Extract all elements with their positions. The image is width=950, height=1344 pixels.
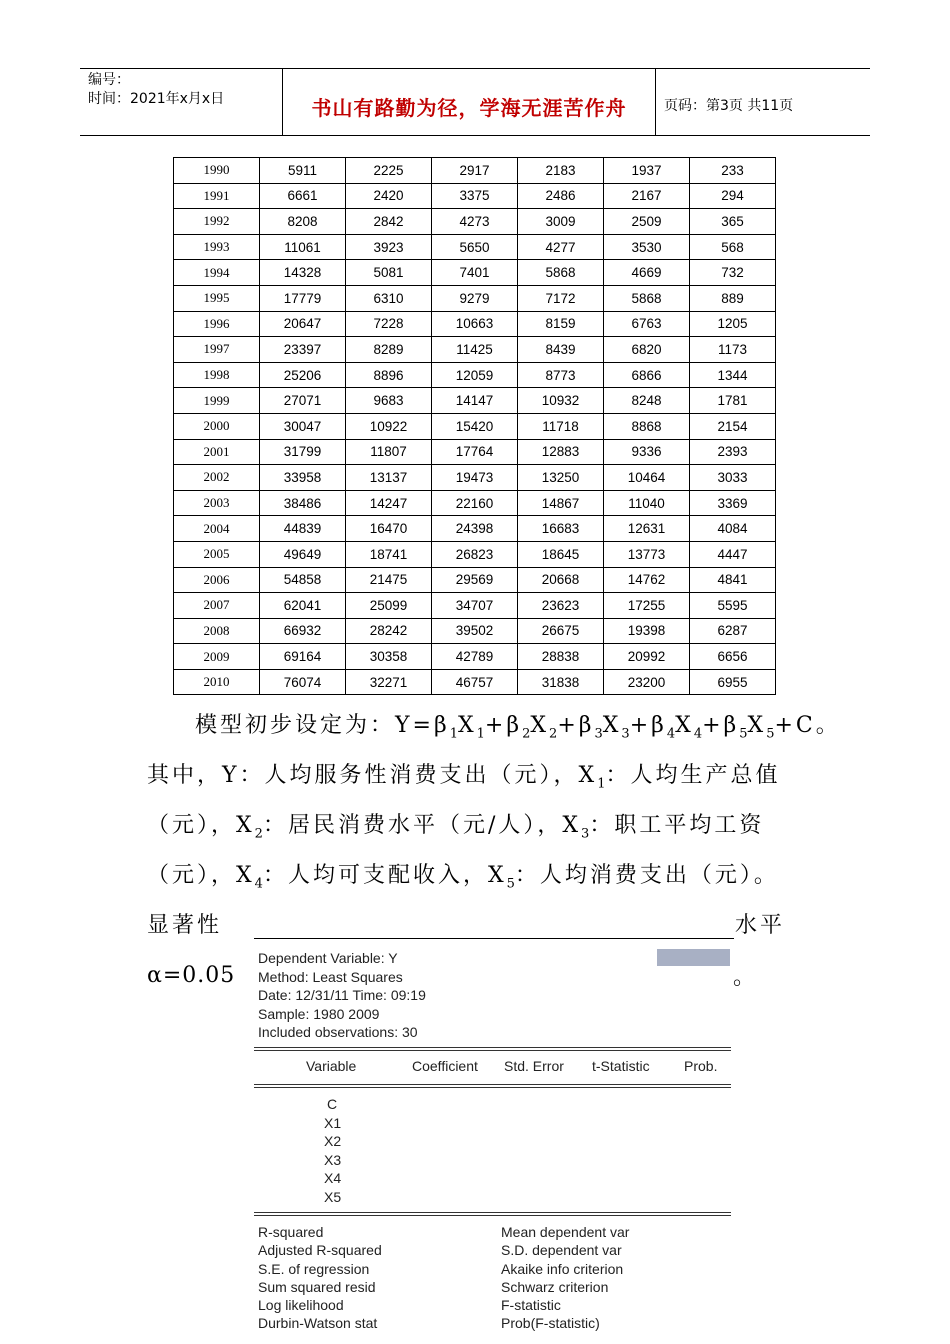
col-std-error: Std. Error <box>504 1058 564 1074</box>
table-row <box>174 439 776 465</box>
rule <box>254 1215 731 1216</box>
value-cell: 20668 <box>518 567 604 593</box>
value-cell: 732 <box>690 260 776 286</box>
value-cell: 294 <box>690 183 776 209</box>
rule <box>254 1050 731 1051</box>
table-row <box>174 516 776 542</box>
variable-name: X3 <box>324 1151 342 1168</box>
rule <box>254 1084 731 1085</box>
value-cell: 54858 <box>260 567 346 593</box>
value-cell: 1937 <box>604 158 690 184</box>
header-meta <box>88 71 224 109</box>
value-cell: 6661 <box>260 183 346 209</box>
table-row <box>174 260 776 286</box>
table-row <box>174 465 776 491</box>
stat-label: Durbin-Watson stat <box>258 1315 378 1332</box>
value-cell: 23397 <box>260 337 346 363</box>
value-cell: 38486 <box>260 490 346 516</box>
value-cell: 6866 <box>604 362 690 388</box>
table-row <box>174 388 776 414</box>
value-cell: 19473 <box>432 465 518 491</box>
value-cell: 1344 <box>690 362 776 388</box>
value-cell: 31838 <box>518 669 604 695</box>
value-cell: 6763 <box>604 311 690 337</box>
value-cell: 17255 <box>604 593 690 619</box>
period-mark: 。 <box>733 965 756 990</box>
value-cell: 30358 <box>346 644 432 670</box>
year-cell: 2009 <box>174 644 260 670</box>
value-cell: 2154 <box>690 413 776 439</box>
stat-label: F-statistic <box>501 1297 561 1314</box>
value-cell: 10663 <box>432 311 518 337</box>
stat-label: Prob(F-statistic) <box>501 1315 600 1332</box>
year-cell: 2003 <box>174 490 260 516</box>
value-cell: 2167 <box>604 183 690 209</box>
value-cell: 24398 <box>432 516 518 542</box>
value-cell: 2225 <box>346 158 432 184</box>
value-cell: 6656 <box>690 644 776 670</box>
value-cell: 11061 <box>260 234 346 260</box>
value-cell: 25099 <box>346 593 432 619</box>
value-cell: 3530 <box>604 234 690 260</box>
alpha-value: α=0.05 <box>147 963 236 988</box>
value-cell: 12631 <box>604 516 690 542</box>
value-cell: 17764 <box>432 439 518 465</box>
value-cell: 30047 <box>260 413 346 439</box>
value-cell: 39502 <box>432 618 518 644</box>
value-cell: 23200 <box>604 669 690 695</box>
header-line: Method: Least Squares <box>258 968 403 985</box>
table-row <box>174 209 776 235</box>
page-info: 页码：第3页 共11页 <box>664 98 794 114</box>
value-cell: 25206 <box>260 362 346 388</box>
value-cell: 28838 <box>518 644 604 670</box>
value-cell: 26823 <box>432 541 518 567</box>
value-cell: 10932 <box>518 388 604 414</box>
header-line: Dependent Variable: Y <box>258 950 398 966</box>
value-cell: 27071 <box>260 388 346 414</box>
table-row <box>174 541 776 567</box>
table-row <box>174 285 776 311</box>
fill-in-blank <box>254 938 734 939</box>
stat-label: Akaike info criterion <box>501 1260 624 1277</box>
value-cell: 44839 <box>260 516 346 542</box>
value-cell: 29569 <box>432 567 518 593</box>
value-cell: 66932 <box>260 618 346 644</box>
stat-label: Adjusted R-squared <box>258 1242 382 1259</box>
table-row <box>174 593 776 619</box>
value-cell: 21475 <box>346 567 432 593</box>
year-cell: 1997 <box>174 337 260 363</box>
value-cell: 20647 <box>260 311 346 337</box>
col-prob: Prob. <box>684 1058 718 1074</box>
variable-name: C <box>326 1096 338 1112</box>
value-cell: 26675 <box>518 618 604 644</box>
value-cell: 7228 <box>346 311 432 337</box>
value-cell: 2420 <box>346 183 432 209</box>
level-label: 水平 <box>735 913 786 938</box>
data-table <box>173 157 776 695</box>
table-row <box>174 183 776 209</box>
year-cell: 2002 <box>174 465 260 491</box>
value-cell: 6955 <box>690 669 776 695</box>
value-cell: 11807 <box>346 439 432 465</box>
value-cell: 1173 <box>690 337 776 363</box>
value-cell: 9336 <box>604 439 690 465</box>
stat-label: S.D. dependent var <box>501 1242 622 1259</box>
variable-def-line-1: 其中，Y：人均服务性消费支出（元），$X_1$：人均生产总值 <box>147 763 781 792</box>
value-cell: 2842 <box>346 209 432 235</box>
value-cell: 4841 <box>690 567 776 593</box>
value-cell: 3009 <box>518 209 604 235</box>
year-cell: 1999 <box>174 388 260 414</box>
value-cell: 3923 <box>346 234 432 260</box>
stat-label: R-squared <box>258 1224 324 1240</box>
value-cell: 11718 <box>518 413 604 439</box>
value-cell: 2183 <box>518 158 604 184</box>
value-cell: 6310 <box>346 285 432 311</box>
value-cell: 8896 <box>346 362 432 388</box>
value-cell: 13773 <box>604 541 690 567</box>
value-cell: 22160 <box>432 490 518 516</box>
value-cell: 3369 <box>690 490 776 516</box>
value-cell: 5595 <box>690 593 776 619</box>
value-cell: 568 <box>690 234 776 260</box>
value-cell: 8868 <box>604 413 690 439</box>
table-row <box>174 567 776 593</box>
table-row <box>174 234 776 260</box>
header-divider <box>655 68 656 136</box>
value-cell: 3033 <box>690 465 776 491</box>
header-line: Date: 12/31/11 Time: 09:19 <box>258 987 426 1003</box>
value-cell: 8248 <box>604 388 690 414</box>
time-label: 时间：2021年x月x日 <box>88 91 225 107</box>
stat-label: Sum squared resid <box>258 1278 376 1295</box>
year-cell: 2004 <box>174 516 260 542</box>
value-cell: 14867 <box>518 490 604 516</box>
table-row <box>174 337 776 363</box>
value-cell: 14762 <box>604 567 690 593</box>
value-cell: 5868 <box>604 285 690 311</box>
value-cell: 9279 <box>432 285 518 311</box>
value-cell: 4277 <box>518 234 604 260</box>
header-bottom-rule <box>80 135 870 136</box>
year-cell: 2005 <box>174 541 260 567</box>
year-cell: 1991 <box>174 183 260 209</box>
value-cell: 34707 <box>432 593 518 619</box>
value-cell: 8208 <box>260 209 346 235</box>
value-cell: 15420 <box>432 413 518 439</box>
value-cell: 6287 <box>690 618 776 644</box>
value-cell: 8159 <box>518 311 604 337</box>
value-cell: 17779 <box>260 285 346 311</box>
year-cell: 2007 <box>174 593 260 619</box>
value-cell: 12059 <box>432 362 518 388</box>
number-label: 编号： <box>88 72 130 88</box>
value-cell: 9683 <box>346 388 432 414</box>
value-cell: 16683 <box>518 516 604 542</box>
table-row <box>174 669 776 695</box>
year-cell: 1990 <box>174 158 260 184</box>
value-cell: 13137 <box>346 465 432 491</box>
significance-label: 显著性 <box>147 913 223 938</box>
year-cell: 2010 <box>174 669 260 695</box>
year-cell: 1995 <box>174 285 260 311</box>
value-cell: 365 <box>690 209 776 235</box>
value-cell: 23623 <box>518 593 604 619</box>
value-cell: 4084 <box>690 516 776 542</box>
variable-name: X4 <box>324 1170 342 1186</box>
stat-label: S.E. of regression <box>258 1260 370 1277</box>
value-cell: 11040 <box>604 490 690 516</box>
value-cell: 10464 <box>604 465 690 491</box>
variable-name: X1 <box>324 1114 342 1131</box>
header-line: Included observations: 30 <box>258 1024 418 1040</box>
year-cell: 2000 <box>174 413 260 439</box>
value-cell: 5911 <box>260 158 346 184</box>
value-cell: 1781 <box>690 388 776 414</box>
header-line: Sample: 1980 2009 <box>258 1005 380 1022</box>
header-motto: 书山有路勤为径，学海无涯苦作舟 <box>311 96 627 120</box>
table-row <box>174 362 776 388</box>
regression-header <box>258 949 426 1042</box>
year-cell: 1992 <box>174 209 260 235</box>
value-cell: 14147 <box>432 388 518 414</box>
value-cell: 33958 <box>260 465 346 491</box>
value-cell: 2486 <box>518 183 604 209</box>
stat-label: Schwarz criterion <box>501 1278 609 1295</box>
value-cell: 42789 <box>432 644 518 670</box>
table-row <box>174 618 776 644</box>
value-cell: 4447 <box>690 541 776 567</box>
variable-def-line-2: （元），$X_2$：居民消费水平（元/人），$X_3$：职工平均工资 <box>147 813 765 842</box>
value-cell: 4273 <box>432 209 518 235</box>
year-cell: 2008 <box>174 618 260 644</box>
stat-label: Log likelihood <box>258 1297 344 1314</box>
value-cell: 14247 <box>346 490 432 516</box>
value-cell: 7401 <box>432 260 518 286</box>
value-cell: 8289 <box>346 337 432 363</box>
value-cell: 49649 <box>260 541 346 567</box>
value-cell: 10922 <box>346 413 432 439</box>
rule <box>254 1087 731 1088</box>
rule <box>254 1047 731 1048</box>
year-cell: 1996 <box>174 311 260 337</box>
model-spec-line: 模型初步设定为：$Y=\beta_1X_1+\beta_2X_2+\beta_3X_3+\beta_4X_4+\beta_5X_5+C$。 <box>195 713 841 742</box>
value-cell: 8773 <box>518 362 604 388</box>
col-t-statistic: t-Statistic <box>592 1058 650 1074</box>
value-cell: 18645 <box>518 541 604 567</box>
table-row <box>174 644 776 670</box>
value-cell: 3375 <box>432 183 518 209</box>
value-cell: 14328 <box>260 260 346 286</box>
table-row <box>174 413 776 439</box>
value-cell: 19398 <box>604 618 690 644</box>
variable-name: X2 <box>324 1133 342 1149</box>
value-cell: 5868 <box>518 260 604 286</box>
table-row <box>174 158 776 184</box>
value-cell: 32271 <box>346 669 432 695</box>
value-cell: 2509 <box>604 209 690 235</box>
value-cell: 13250 <box>518 465 604 491</box>
value-cell: 76074 <box>260 669 346 695</box>
variable-def-line-3: （元），$X_4$：人均可支配收入，$X_5$：人均消费支出（元）。 <box>147 863 779 892</box>
variable-name: X5 <box>324 1188 342 1205</box>
year-cell: 1993 <box>174 234 260 260</box>
value-cell: 889 <box>690 285 776 311</box>
value-cell: 28242 <box>346 618 432 644</box>
stat-label: Mean dependent var <box>501 1224 630 1240</box>
header-top-rule <box>80 68 870 69</box>
highlight-box <box>657 949 730 966</box>
value-cell: 46757 <box>432 669 518 695</box>
value-cell: 5081 <box>346 260 432 286</box>
year-cell: 2001 <box>174 439 260 465</box>
value-cell: 16470 <box>346 516 432 542</box>
value-cell: 8439 <box>518 337 604 363</box>
value-cell: 20992 <box>604 644 690 670</box>
table-row <box>174 490 776 516</box>
value-cell: 5650 <box>432 234 518 260</box>
value-cell: 69164 <box>260 644 346 670</box>
col-coefficient: Coefficient <box>412 1058 478 1074</box>
year-cell: 1998 <box>174 362 260 388</box>
value-cell: 4669 <box>604 260 690 286</box>
value-cell: 6820 <box>604 337 690 363</box>
rule <box>254 1212 731 1213</box>
table-row <box>174 311 776 337</box>
year-cell: 2006 <box>174 567 260 593</box>
value-cell: 1205 <box>690 311 776 337</box>
value-cell: 7172 <box>518 285 604 311</box>
value-cell: 2917 <box>432 158 518 184</box>
year-cell: 1994 <box>174 260 260 286</box>
value-cell: 2393 <box>690 439 776 465</box>
value-cell: 233 <box>690 158 776 184</box>
value-cell: 62041 <box>260 593 346 619</box>
value-cell: 31799 <box>260 439 346 465</box>
value-cell: 12883 <box>518 439 604 465</box>
value-cell: 11425 <box>432 337 518 363</box>
col-variable: Variable <box>306 1058 357 1074</box>
value-cell: 18741 <box>346 541 432 567</box>
